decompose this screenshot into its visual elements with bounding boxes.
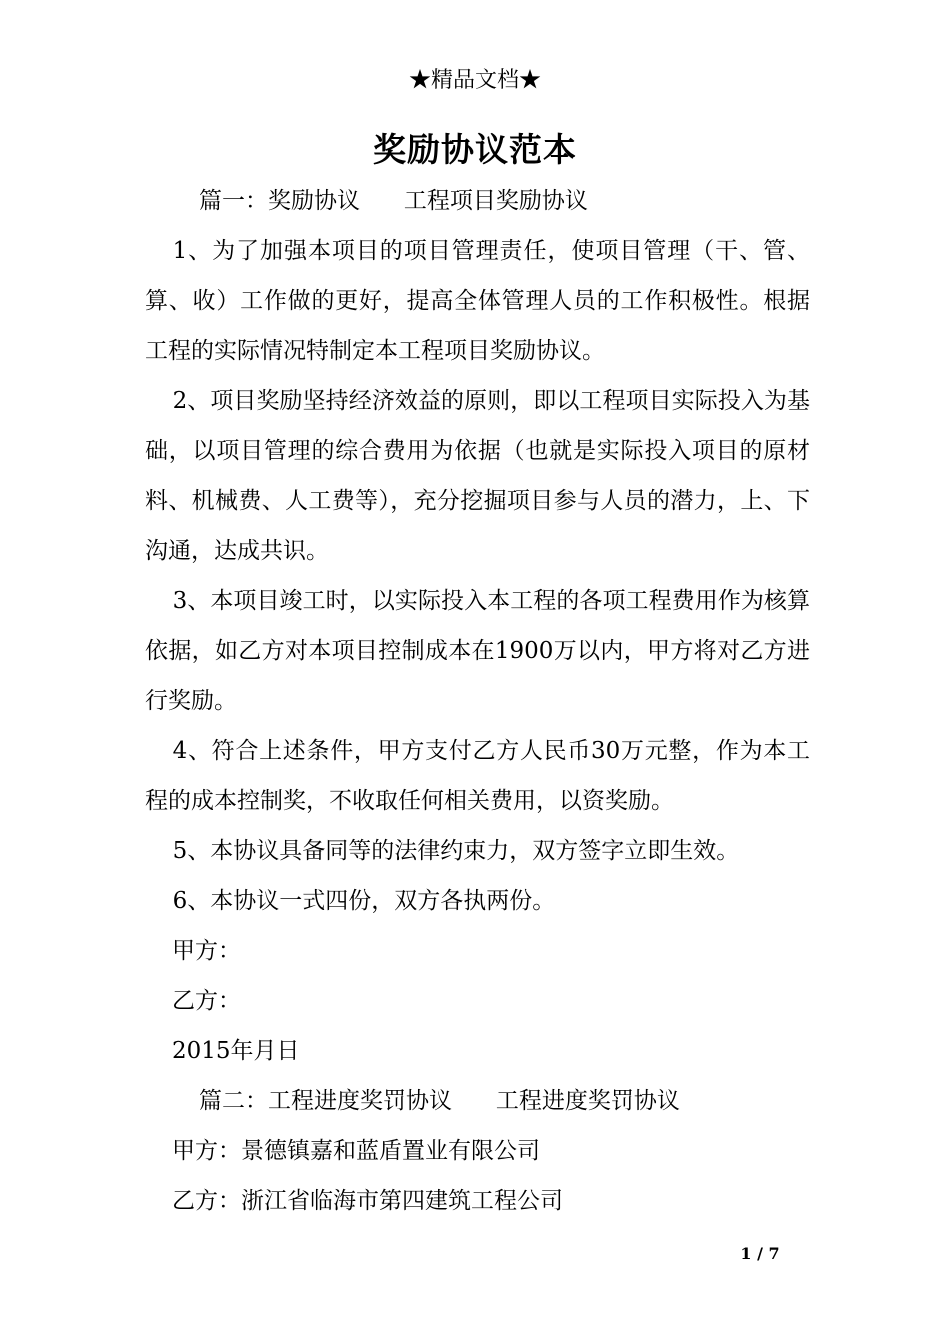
section2-heading-left: 篇二：工程进度奖罚协议 <box>199 1088 452 1114</box>
section1-heading <box>145 176 810 226</box>
document-body <box>145 176 810 1226</box>
section1-heading-left: 篇一：奖励协议 <box>199 188 360 214</box>
section1-party-a: 甲方： <box>172 938 241 964</box>
paragraph-6: 6、本协议一式四份，双方各执两份。 <box>172 888 556 914</box>
section2-heading <box>145 1076 810 1126</box>
section2-party-a: 甲方：景德镇嘉和蓝盾置业有限公司 <box>172 1138 540 1164</box>
current-page: 1 <box>740 1244 752 1263</box>
document-title: 奖励协议范本 <box>373 130 577 169</box>
section2-party-b: 乙方：浙江省临海市第四建筑工程公司 <box>172 1188 563 1214</box>
section1-heading-right: 工程项目奖励协议 <box>403 188 588 214</box>
paragraph-1: 1、为了加强本项目的项目管理责任，使项目管理（干、管、算、收）工作做的更好，提高全体管理人员的工作积极性。根据工程的实际情况特制定本工程项目奖励协议。 <box>145 238 810 364</box>
document-header: ★精品文档★ <box>408 68 541 93</box>
section2-heading-right: 工程进度奖罚协议 <box>495 1088 680 1114</box>
paragraph-5: 5、本协议具备同等的法律约束力，双方签字立即生效。 <box>172 838 740 864</box>
paragraph-3: 3、本项目竣工时，以实际投入本工程的各项工程费用作为核算依据，如乙方对本项目控制成本在1900万以内，甲方将对乙方进行奖励。 <box>145 588 810 714</box>
paragraph-2: 2、项目奖励坚持经济效益的原则，即以工程项目实际投入为基础，以项目管理的综合费用为依据（也就是实际投入项目的原材料、机械费、人工费等），充分挖掘项目参与人员的潜力，上、下沟通，达成共识。 <box>145 388 810 564</box>
section1-party-b: 乙方： <box>172 988 241 1014</box>
page-number: 1 / 7 <box>740 1244 780 1263</box>
paragraph-4: 4、符合上述条件，甲方支付乙方人民币30万元整，作为本工程的成本控制奖，不收取任何相关费用，以资奖励。 <box>145 738 810 814</box>
section1-date: 2015年月日 <box>172 1038 300 1064</box>
total-pages: 7 <box>768 1244 780 1263</box>
